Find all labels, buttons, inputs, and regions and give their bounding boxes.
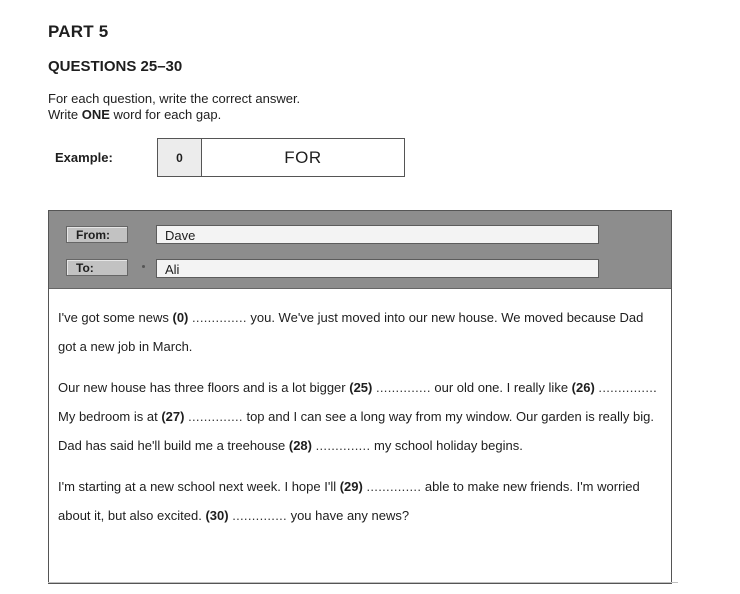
gap-number-27: (27)	[161, 409, 185, 424]
text: . My bedroom is at	[58, 380, 657, 424]
text: our old one. I really like	[430, 380, 572, 395]
to-field: Ali	[156, 259, 599, 278]
gap-25: ..............	[375, 380, 431, 395]
gap-0: ..............	[192, 310, 247, 325]
gap-29: ..............	[366, 479, 422, 494]
text: able to make new friends. I'm worried about it, but also excited.	[58, 479, 640, 523]
gap-number-25: (25)	[349, 380, 373, 395]
instruction-text: word for each gap.	[109, 107, 222, 122]
example-answer: FOR	[284, 147, 322, 167]
bottom-rule	[48, 582, 678, 583]
instruction-line-1: For each question, write the correct answer.	[48, 91, 301, 106]
example-number: 0	[158, 139, 202, 176]
from-field: Dave	[156, 225, 599, 244]
text: you. We've just moved into our new house. We moved because Dad got a new job in March.	[58, 310, 644, 354]
gap-number-28: (28)	[288, 438, 312, 453]
text: I'm starting at a new school next week. I hope I'll	[58, 479, 340, 494]
separator-dot	[142, 265, 145, 268]
gap-26: ..............	[598, 380, 654, 395]
text: I've got some news	[58, 310, 173, 325]
instruction-text: Write	[48, 107, 82, 122]
gap-number-30: (30)	[205, 508, 229, 523]
example-label: Example:	[55, 150, 113, 165]
gap-number-29: (29)	[339, 479, 363, 494]
gap-28: ..............	[315, 438, 371, 453]
text: top and I can see a long way from my window. Our garden is really big. Dad has said he'll build me a treehouse	[58, 409, 654, 453]
instruction-line-2	[48, 107, 300, 123]
gap-30: ..............	[232, 508, 287, 523]
instruction-emphasis: ONE	[81, 107, 110, 122]
example-box	[157, 138, 405, 177]
questions-title: QUESTIONS 25–30	[48, 58, 183, 75]
to-label: To:	[66, 259, 128, 276]
email-body	[58, 303, 663, 530]
gap-number-26: (26)	[571, 380, 595, 395]
text: you have any news?	[286, 508, 410, 523]
instructions	[48, 91, 300, 123]
text: my school holiday begins.	[370, 438, 523, 453]
email-header	[49, 211, 671, 289]
gap-number-0: (0)	[172, 310, 189, 325]
paragraph-2	[58, 373, 663, 460]
paragraph-1	[58, 303, 663, 361]
email-panel	[48, 210, 672, 584]
part-title: PART 5	[48, 22, 109, 41]
paragraph-3	[58, 472, 663, 530]
text: Our new house has three floors and is a lot bigger	[58, 380, 350, 395]
gap-27: ..............	[188, 409, 243, 424]
from-label: From:	[66, 226, 128, 243]
